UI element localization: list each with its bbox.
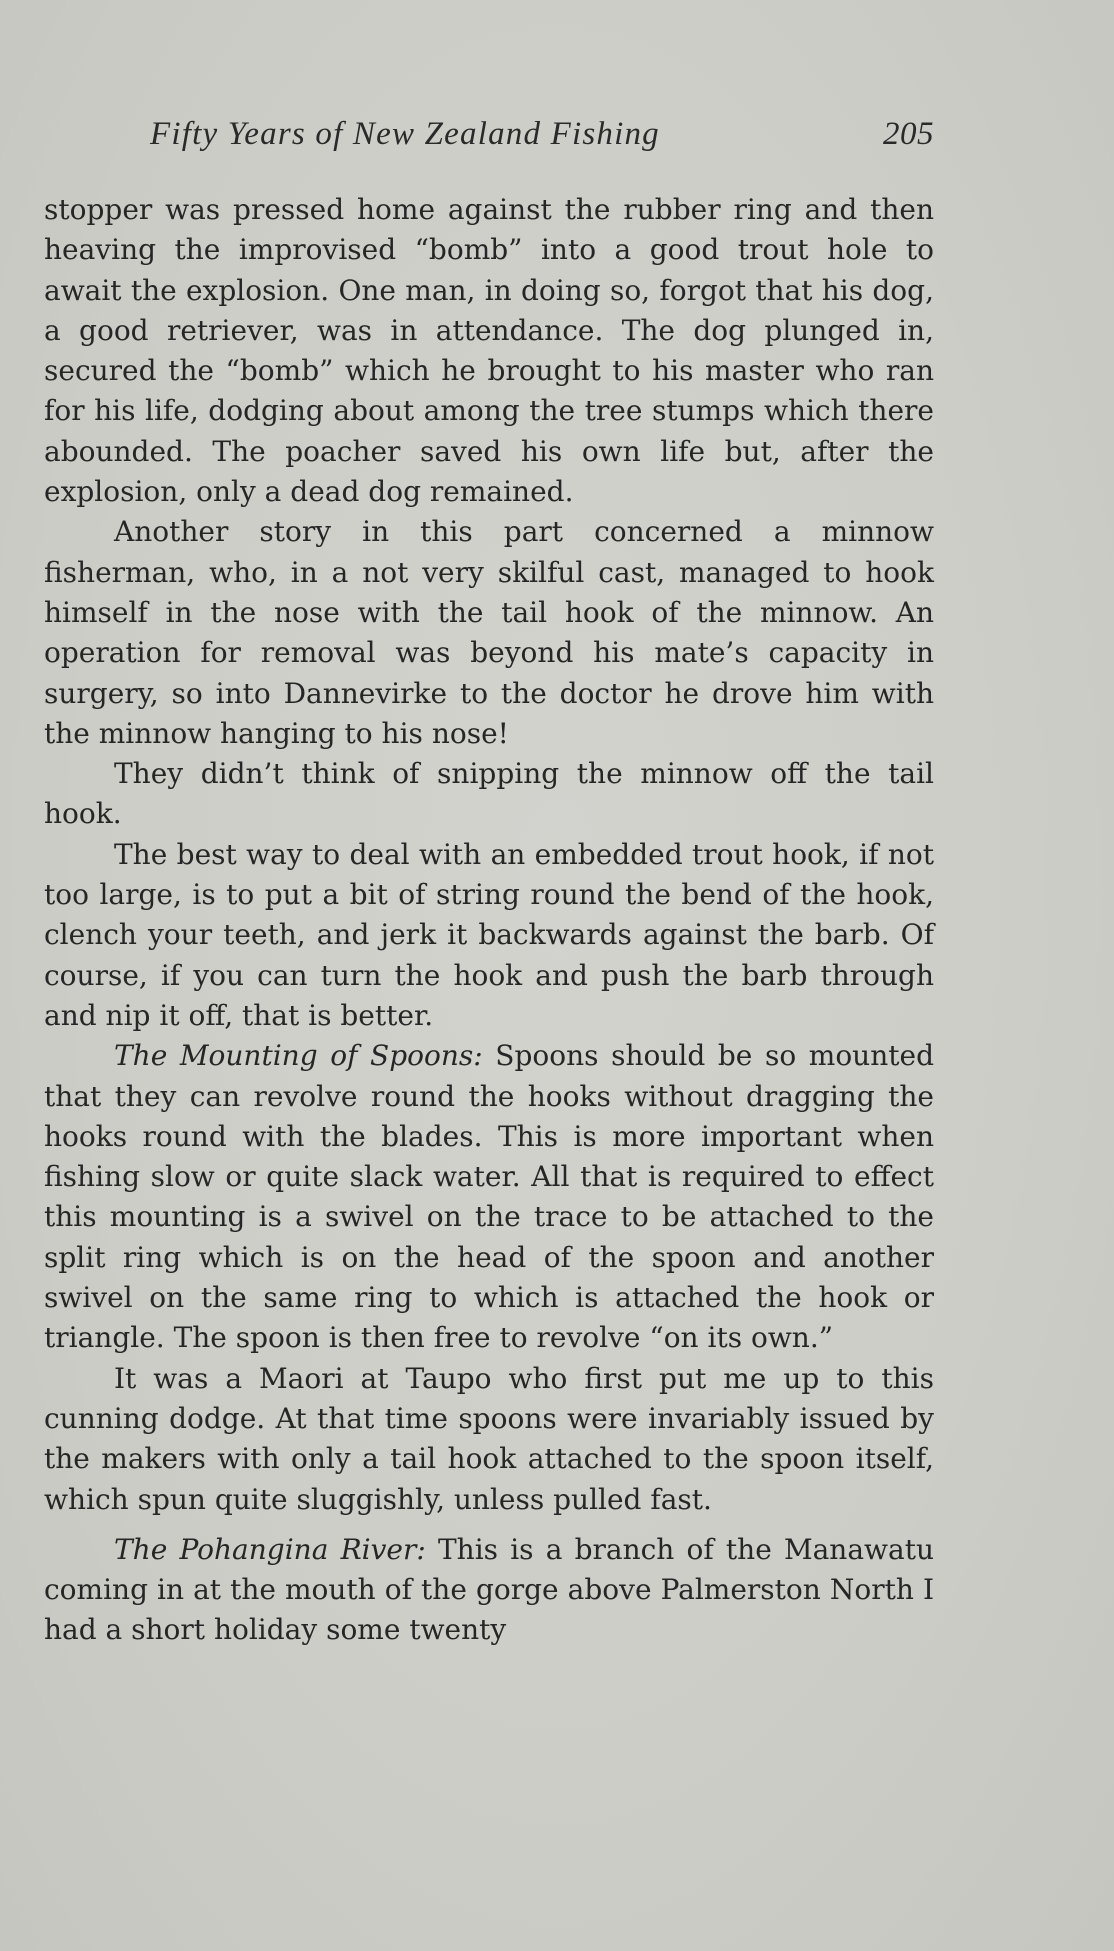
body-text bbox=[44, 190, 934, 1651]
paragraph-maori-taupo bbox=[44, 1359, 934, 1520]
paragraph-text: Another story in this part concerned a minnow fisherman, who, in a not very skilful cast, managed to hook himself in the nose with the tail hook of the minnow. An operation for removal was beyond his mate’s capacity in surgery, so into Dannevirke to the doctor he drove him with the minnow hanging to his nose! bbox=[44, 515, 934, 750]
paragraph-text: The best way to deal with an embedded trout hook, if not too large, is to put a bit of string round the bend of the hook, clench your teeth, and jerk it backwards against the barb. Of course, if you can turn the hook and push the barb through and nip it off, that is better. bbox=[44, 837, 934, 1032]
running-title: Fifty Years of New Zealand Fishing bbox=[150, 116, 660, 152]
run-in-heading: The Pohangina River: bbox=[114, 1532, 426, 1566]
page-number: 205 bbox=[883, 116, 934, 152]
run-in-heading: The Mounting of Spoons: bbox=[114, 1039, 483, 1073]
running-head bbox=[44, 112, 934, 162]
paragraph-text: It was a Maori at Taupo who first put me up to this cunning dodge. At that time spoons were invariably issued by the makers with only a tail hook attached to the spoon itself, which spun quite sluggishly, unless pulled fast. bbox=[44, 1361, 934, 1516]
paragraph-pohangina-river bbox=[44, 1530, 934, 1651]
paragraph-mounting-spoons bbox=[44, 1036, 934, 1358]
paragraph-snipping bbox=[44, 754, 934, 835]
paragraph-text: They didn’t think of snipping the minnow off the tail hook. bbox=[44, 757, 934, 831]
paragraph-minnow-story bbox=[44, 512, 934, 754]
paragraph-text: stopper was pressed home against the rubber ring and then heaving the improvised “bomb” into a good trout hole to await the explosion. One man, in doing so, forgot that his dog, a good retriever, was in attendance. The dog plunged in, secured the “bomb” which he brought to his master who ran for his life, dodging about among the tree stumps which there abounded. The poacher saved his own life but, after the explosion, only a dead dog remained. bbox=[44, 193, 934, 509]
paragraph-text: Spoons should be so mounted that they can revolve round the hooks without dragging the hooks round with the blades. This is more important when fishing slow or quite slack water. All that is required to effect this mounting is a swivel on the trace to be attached to the split ring which is on the head of the spoon and another swivel on the same ring to which is attached the hook or triangle. The spoon is then free to revolve “on its own.” bbox=[44, 1039, 934, 1355]
paragraph-bomb-story bbox=[44, 190, 934, 512]
paragraph-embedded-hook bbox=[44, 835, 934, 1036]
paragraph-text: This is a branch of the Manawatu coming in at the mouth of the gorge above Palmerston North I had a short holiday some twenty bbox=[44, 1532, 934, 1647]
